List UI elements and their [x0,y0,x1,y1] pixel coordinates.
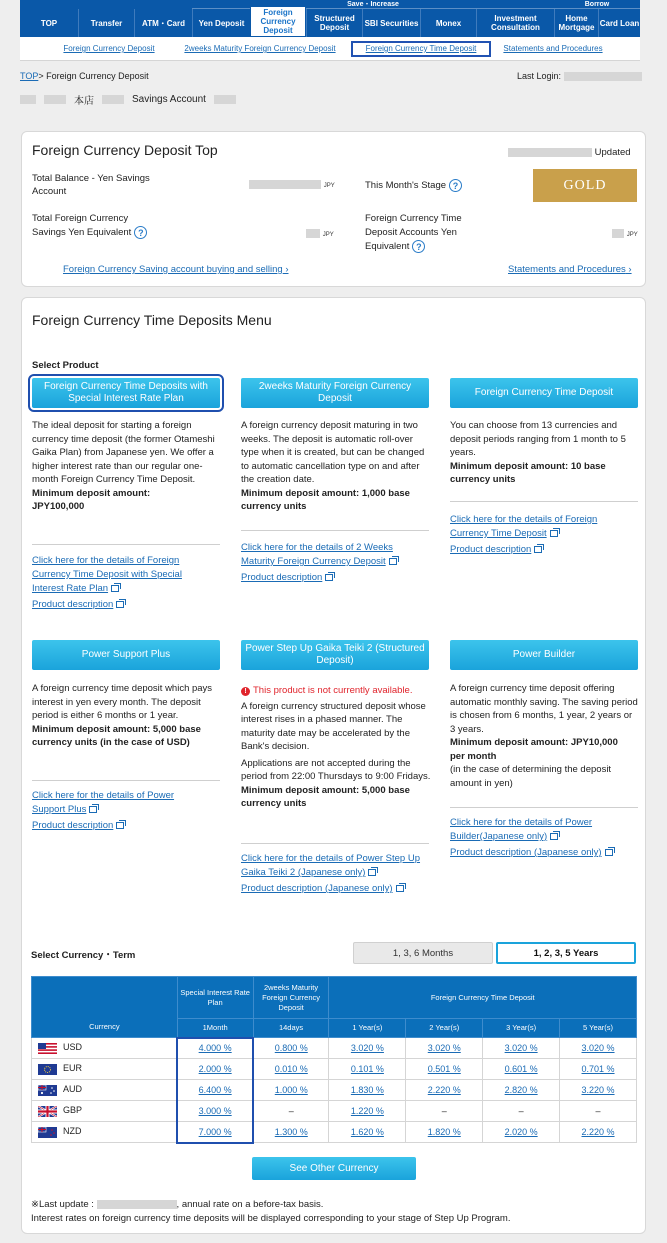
interest-rate-table [31,976,637,1144]
subnav-foreign-currency-deposit[interactable]: Foreign Currency Deposit [63,44,155,53]
product-description-link-text: Product description [241,572,323,583]
rate-cell: – [406,1101,483,1122]
product-links [450,816,615,862]
product-description-text: A foreign currency time deposit offering automatic monthly saving. The saving period is chosen from 6 months, 1 year, 2 years or 3 years. [450,683,638,735]
rate-link[interactable]: 0.701 % [581,1064,615,1074]
divider [241,843,429,844]
nav-monex[interactable]: Monex [420,9,476,37]
fctd-label-text: Foreign Currency Time Deposit Accounts Yen Equivalent [365,213,462,253]
rate-link[interactable]: 3.020 % [504,1043,538,1053]
nav-group-save: Save・Increase [192,0,554,9]
external-link-icon [111,585,119,592]
external-link-icon [605,849,613,856]
details-link-text: Click here for the details of Foreign Currency Time Deposit with Special Interest Rate Plan [32,555,182,594]
external-link-icon [389,558,397,565]
rate-link[interactable]: 1.820 % [427,1127,461,1137]
account-info [20,92,236,107]
table-row [32,1038,637,1059]
table-row [32,1101,637,1122]
minimum-deposit: Minimum deposit amount: JPY10,000 per month [450,737,618,762]
currency-cell [32,1101,178,1122]
product-description-text: A foreign currency deposit maturing in two weeks. The deposit is automatic roll-over type when it is created, but can be changed to automatic cancellation type on and after the creation date. [241,420,425,485]
fctd-value [612,228,638,239]
details-link-text: Click here for the details of Power Step Up Gaika Teiki 2 (Japanese only) [241,853,421,878]
product-links [241,852,426,898]
masked-amount [249,180,321,189]
term-header: 1Month [177,1019,253,1038]
currency-unit: JPY [626,232,638,238]
rate-link[interactable]: 0.800 % [274,1043,308,1053]
rate-link[interactable]: 6.400 % [198,1085,232,1095]
rate-link[interactable]: 1.000 % [274,1085,308,1095]
nav-top[interactable]: TOP [40,18,58,28]
divider [241,530,429,531]
subnav-2weeks-deposit[interactable]: 2weeks Maturity Foreign Currency Deposit [184,44,336,53]
nav-group-borrow: Borrow [554,0,640,9]
currency-cell [32,1038,178,1059]
minimum-deposit: Minimum deposit amount: 1,000 base currency units [241,487,410,512]
product-description-text: A foreign currency time deposit which pays interest in yen every month. The deposit period is either 6 months or 1 year. [32,683,213,721]
panel-title: Foreign Currency Deposit Top [32,142,218,158]
masked-amount [612,229,624,238]
updated-info [508,147,631,158]
minimum-deposit: Minimum deposit amount: 5,000 base currency units (in the case of USD) [32,723,201,748]
warning-text: This product is not currently available. [253,685,413,696]
last-login [517,71,642,81]
rate-link[interactable]: 4.000 % [198,1043,232,1054]
product-description-link-text: Product description (Japanese only) [241,883,393,894]
details-link[interactable] [241,853,420,878]
external-link-icon [550,530,558,537]
product-links [32,554,207,614]
term-header: 14days [253,1019,329,1038]
rate-link[interactable]: 3.020 % [427,1043,461,1053]
nav-home-mortgage[interactable]: Home Mortgage [554,9,598,37]
saving-buy-sell-link-text: Foreign Currency Saving account buying and selling [63,264,283,275]
header-2weeks: 2weeks Maturity Foreign Currency Deposit [253,977,329,1019]
select-currency-term-label: Select Currency・Term [31,950,136,961]
rate-link[interactable]: 0.101 % [350,1064,384,1074]
product-power-builder-button[interactable]: Power Builder [450,640,638,670]
currency-unit: JPY [322,232,334,238]
stage-note: Interest rates on foreign currency time deposits will be displayed corresponding to your stage of Step Up Program. [31,1213,511,1224]
fctd-label [365,212,485,254]
currency-cell [32,1122,178,1143]
external-link-icon [534,546,542,553]
nav-structured-deposit[interactable]: Structured Deposit [306,9,362,37]
total-balance-label: Total Balance - Yen Savings Account [32,173,150,197]
total-balance-value [249,179,335,190]
eu-flag-icon [38,1064,57,1075]
details-link[interactable] [450,817,592,842]
nav-sbi-securities[interactable]: SBI Securities [362,9,420,37]
help-icon[interactable]: ? [449,179,462,192]
external-link-icon [116,822,124,829]
nav-investment-consultation[interactable]: Investment Consultation [476,9,554,37]
menu-title: Foreign Currency Time Deposits Menu [32,312,272,328]
last-update-prefix: ※Last update : [31,1199,94,1210]
rate-cell: – [253,1101,329,1122]
masked-amount [306,229,320,238]
divider [32,544,220,545]
divider [450,501,638,502]
product-description [241,419,431,514]
product-description-link[interactable] [241,883,404,894]
rate-link[interactable]: 1.300 % [274,1127,308,1137]
table-row [32,1080,637,1101]
see-other-currency-button[interactable]: See Other Currency [252,1157,416,1180]
table-row [32,1122,637,1143]
nz-flag-icon [38,1127,57,1138]
external-link-icon [325,574,333,581]
external-link-icon [89,806,97,813]
stage-badge: GOLD [533,169,637,202]
header-time-deposit: Foreign Currency Time Deposit [329,977,637,1019]
divider [32,780,220,781]
product-description [450,682,640,790]
product-links [241,541,421,587]
rate-link[interactable]: 3.020 % [350,1043,384,1053]
breadcrumb-top-link[interactable]: TOP [20,71,39,81]
product-description-link-text: Product description (Japanese only) [450,847,602,858]
external-link-icon [396,885,404,892]
total-fc-label-text: Total Foreign Currency Savings Yen Equivalent [32,213,132,239]
minimum-deposit-note: (in the case of determining the deposit amount in yen) [450,764,612,789]
product-description [32,419,222,514]
masked-last-login [564,72,642,81]
stage-label-wrap [365,179,462,192]
help-icon[interactable]: ? [134,226,147,239]
last-update-note [31,1199,323,1210]
rate-link[interactable]: 1.620 % [350,1127,384,1137]
toggle-months[interactable]: 1, 3, 6 Months [353,942,493,964]
nav-foreign-currency-deposit[interactable]: Foreign Currency Deposit [250,6,306,37]
nav-transfer[interactable]: Transfer [78,9,134,37]
sub-nav [20,37,640,61]
header-special-plan: Special Interest Rate Plan [177,977,253,1019]
rate-link[interactable]: 2.220 % [427,1085,461,1095]
term-header: 5 Year(s) [560,1019,637,1038]
details-link-text: Click here for the details of Power Builder(Japanese only) [450,817,593,842]
rate-link[interactable]: 7.000 % [198,1126,232,1137]
us-flag-icon [38,1043,57,1054]
masked-field [214,95,236,104]
nav-atm-card[interactable]: ATM・Card [134,9,192,37]
product-description-link[interactable] [450,544,542,555]
term-header: 1 Year(s) [329,1019,406,1038]
product-description-link[interactable] [32,599,124,610]
minimum-deposit: Minimum deposit amount: JPY100,000 [32,487,151,512]
nav-yen-deposit[interactable]: Yen Deposit [192,9,250,37]
product-power-step-up-button[interactable]: Power Step Up Gaika Teiki 2 (Structured Deposit) [241,640,429,670]
product-description [450,419,640,487]
product-description-text: A foreign currency structured deposit whose interest rises in a phased manner. The maturity date may be accelerated by the Bank's decision. [241,700,426,752]
total-fc-label [32,212,150,240]
global-nav [20,0,640,37]
currency-unit: JPY [323,183,335,189]
stage-label: This Month's Stage [365,180,447,192]
currency-code: USD [63,1042,83,1053]
product-time-deposit-button[interactable]: Foreign Currency Time Deposit [450,378,638,408]
details-link[interactable] [241,542,397,567]
product-description-link[interactable] [32,820,124,831]
saving-buy-sell-link[interactable]: Foreign Currency Saving account buying and selling › [63,264,289,275]
last-update-suffix: , annual rate on a before-tax basis. [176,1199,324,1210]
product-description-link-text: Product description [32,820,114,831]
warning-icon: ! [241,687,250,696]
product-description [241,684,431,811]
rate-link[interactable]: 2.020 % [504,1127,538,1137]
masked-field [20,95,36,104]
product-description-link-text: Product description [32,599,114,610]
rate-link[interactable]: 3.220 % [581,1085,615,1095]
rate-link[interactable]: 2.000 % [198,1064,232,1074]
external-link-icon [550,833,558,840]
product-links [32,789,197,835]
table-row [32,1059,637,1080]
product-special-rate-plan-button[interactable]: Foreign Currency Time Deposits with Special Interest Rate Plan [32,378,220,408]
au-flag-icon [38,1085,57,1096]
product-description [32,682,222,750]
masked-update-time [97,1200,177,1209]
masked-update-time [508,148,592,157]
rate-link[interactable]: 2.820 % [504,1085,538,1095]
external-link-icon [368,869,376,876]
unavailable-warning [241,684,431,698]
masked-field [102,95,124,104]
rate-link[interactable]: 3.000 % [198,1106,232,1116]
minimum-deposit: Minimum deposit amount: 5,000 base currency units [241,784,410,809]
subnav-foreign-currency-time-deposit[interactable]: Foreign Currency Time Deposit [351,41,491,57]
rate-link[interactable]: 1.830 % [350,1085,384,1095]
rate-cell: – [560,1101,637,1122]
currency-cell [32,1059,178,1080]
deposit-top-panel [21,131,646,287]
last-login-label: Last Login: [517,71,562,81]
details-link[interactable] [32,555,182,594]
branch-name: 本店 [74,96,94,107]
divider [450,807,638,808]
subnav-statements[interactable]: Statements and Procedures [503,44,603,53]
rate-link[interactable]: 3.020 % [581,1043,615,1053]
statements-link-text: Statements and Procedures [508,264,626,275]
help-icon[interactable]: ? [412,240,425,253]
breadcrumb [20,71,149,81]
account-type: Savings Account [132,94,206,105]
details-link-text: Click here for the details of Power Support Plus [32,790,175,815]
statements-link[interactable]: Statements and Procedures › [508,264,632,275]
product-2weeks-button[interactable]: 2weeks Maturity Foreign Currency Deposit [241,378,429,408]
product-description-link-text: Product description [450,544,532,555]
rate-cell: – [483,1101,560,1122]
breadcrumb-current: Foreign Currency Deposit [46,71,149,81]
masked-field [44,95,66,104]
term-header: 2 Year(s) [406,1019,483,1038]
details-link[interactable] [32,790,174,815]
rate-link[interactable]: 1.220 % [350,1106,384,1116]
product-power-support-plus-button[interactable]: Power Support Plus [32,640,220,670]
nav-card-loan[interactable]: Card Loan [598,9,640,37]
select-product-label: Select Product [32,360,99,371]
rate-link[interactable]: 0.601 % [504,1064,538,1074]
details-link-text: Click here for the details of Foreign Currency Time Deposit [450,514,598,539]
updated-label: Updated [594,147,631,158]
uk-flag-icon [38,1106,57,1117]
application-note: Applications are not accepted during the period from 22:00 Thursdays to 9:00 Fridays. [241,757,431,782]
currency-code: AUD [63,1084,83,1095]
rate-link[interactable]: 2.220 % [581,1127,615,1137]
currency-code: NZD [63,1126,82,1137]
external-link-icon [116,601,124,608]
product-links [450,513,625,559]
currency-code: GBP [63,1105,83,1116]
product-description-link[interactable] [241,572,333,583]
product-description-text: You can choose from 13 currencies and deposit periods ranging from 1 month to 5 years. [450,420,626,458]
details-link-text: Click here for the details of 2 Weeks Maturity Foreign Currency Deposit [241,542,393,567]
toggle-years[interactable]: 1, 2, 3, 5 Years [496,942,636,964]
product-description-text: The ideal deposit for starting a foreign currency time deposit (the former Otameshi Gaika Plan) from Japanese yen. We offer a higher interest rate than our regular one-month Foreign Currency Time Deposit. [32,420,215,485]
total-fc-value [306,228,334,239]
minimum-deposit: Minimum deposit amount: 10 base currency units [450,460,606,485]
currency-code: EUR [63,1063,83,1074]
term-header: 3 Year(s) [483,1019,560,1038]
rate-link[interactable]: 0.010 % [274,1064,308,1074]
header-currency: Currency [32,977,178,1038]
breadcrumb-separator: > [38,71,44,81]
details-link[interactable] [450,514,597,539]
currency-cell [32,1080,178,1101]
rate-link[interactable]: 0.501 % [427,1064,461,1074]
product-description-link[interactable] [450,847,613,858]
